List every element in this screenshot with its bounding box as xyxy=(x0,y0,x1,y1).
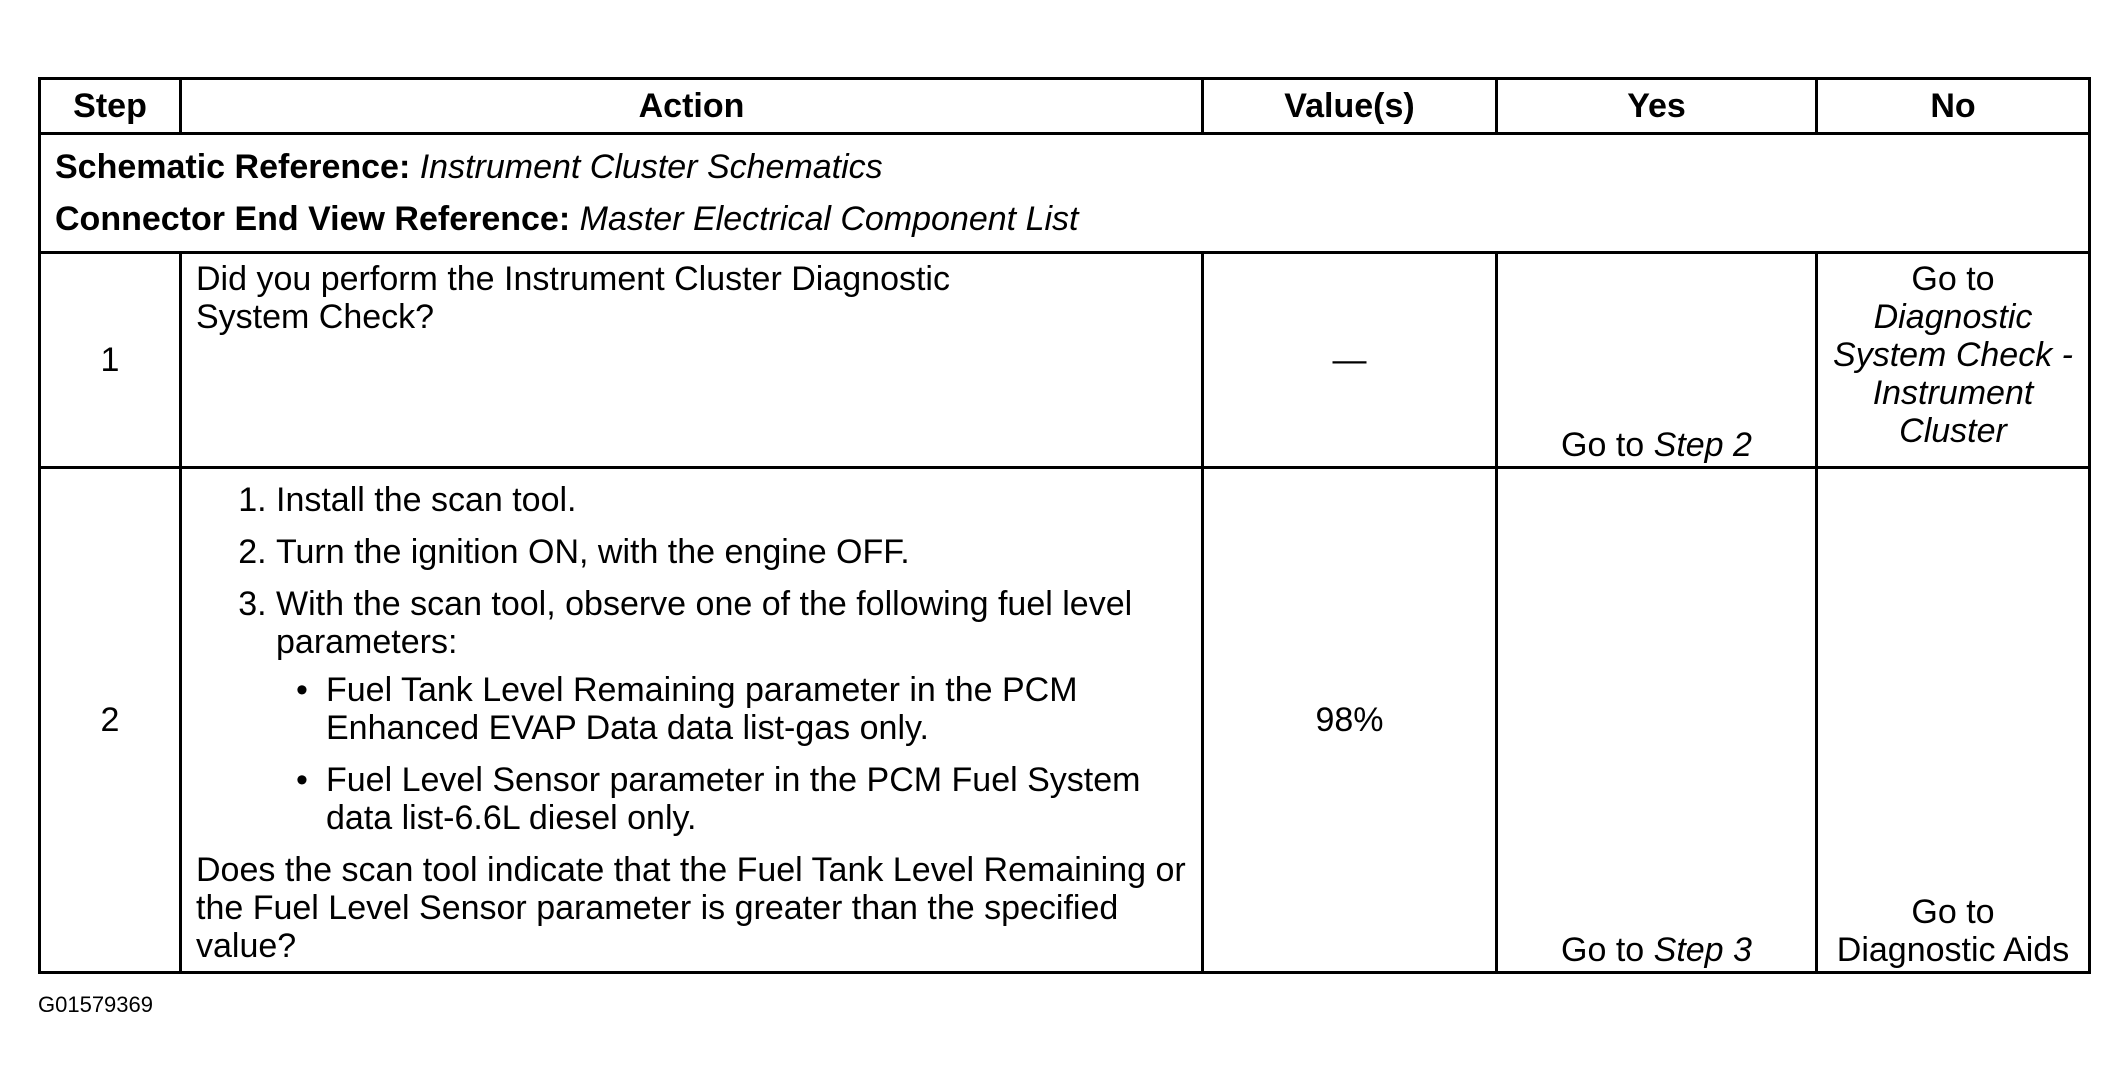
schematic-reference-label: Schematic Reference: xyxy=(55,148,411,186)
procedure-list xyxy=(196,481,1187,837)
action-question: Does the scan tool indicate that the Fuel Tank Level Remaining or the Fuel Level Sensor parameter is greater than the specified value? xyxy=(196,851,1186,965)
value-percent: 98% xyxy=(1315,701,1384,739)
figure-id: G01579369 xyxy=(38,992,153,1017)
yes-cell xyxy=(1497,468,1817,973)
header-no: No xyxy=(1817,79,2090,134)
header-yes: Yes xyxy=(1497,79,1817,134)
no-cell xyxy=(1817,468,2090,973)
table-row xyxy=(40,468,2090,973)
value-dash: — xyxy=(1332,341,1367,379)
parameter-list xyxy=(276,671,1187,837)
connector-reference-link[interactable]: Master Electrical Component List xyxy=(579,200,1079,238)
header-action: Action xyxy=(181,79,1203,134)
header-step: Step xyxy=(40,79,181,134)
parameter-item: • Fuel Tank Level Remaining parameter in the PCM Enhanced EVAP Data data list-gas only. xyxy=(326,671,1187,747)
diagnostic-table xyxy=(38,77,2091,974)
connector-reference xyxy=(55,193,2074,245)
yes-prefix: Go to xyxy=(1561,426,1654,464)
procedure-step: 2. Turn the ignition ON, with the engine OFF. xyxy=(276,533,1187,571)
procedure-step-text: With the scan tool, observe one of the following fuel level parameters: xyxy=(276,585,1133,661)
action-question: Did you perform the Instrument Cluster Diagnostic System Check? xyxy=(196,260,950,336)
procedure-step: 1. Install the scan tool. xyxy=(276,481,1187,519)
no-diagnostic-link[interactable]: Diagnostic System Check - Instrument Cluster xyxy=(1833,298,2073,450)
step-number: 1 xyxy=(40,253,181,468)
value-cell xyxy=(1203,468,1497,973)
no-cell xyxy=(1817,253,2090,468)
value-cell xyxy=(1203,253,1497,468)
schematic-reference-link[interactable]: Instrument Cluster Schematics xyxy=(419,148,883,186)
yes-step-link[interactable]: Step 3 xyxy=(1653,931,1752,969)
yes-step-link[interactable]: Step 2 xyxy=(1653,426,1752,464)
yes-prefix: Go to xyxy=(1561,931,1654,969)
parameter-item: • Fuel Level Sensor parameter in the PCM Fuel System data list-6.6L diesel only. xyxy=(326,761,1187,837)
action-cell xyxy=(181,468,1203,973)
action-cell xyxy=(181,253,1203,468)
diagnostic-page xyxy=(38,77,2088,974)
header-values: Value(s) xyxy=(1203,79,1497,134)
yes-cell xyxy=(1497,253,1817,468)
no-prefix: Go to xyxy=(1911,260,1995,298)
connector-reference-label: Connector End View Reference: xyxy=(55,200,571,238)
reference-row xyxy=(40,134,2090,253)
table-row xyxy=(40,253,2090,468)
no-diagnostic-aids-link[interactable]: Go to Diagnostic Aids xyxy=(1836,893,2070,969)
table-header-row xyxy=(40,79,2090,134)
procedure-step xyxy=(276,585,1187,837)
schematic-reference xyxy=(55,141,2074,193)
reference-cell xyxy=(40,134,2090,253)
step-number: 2 xyxy=(40,468,181,973)
